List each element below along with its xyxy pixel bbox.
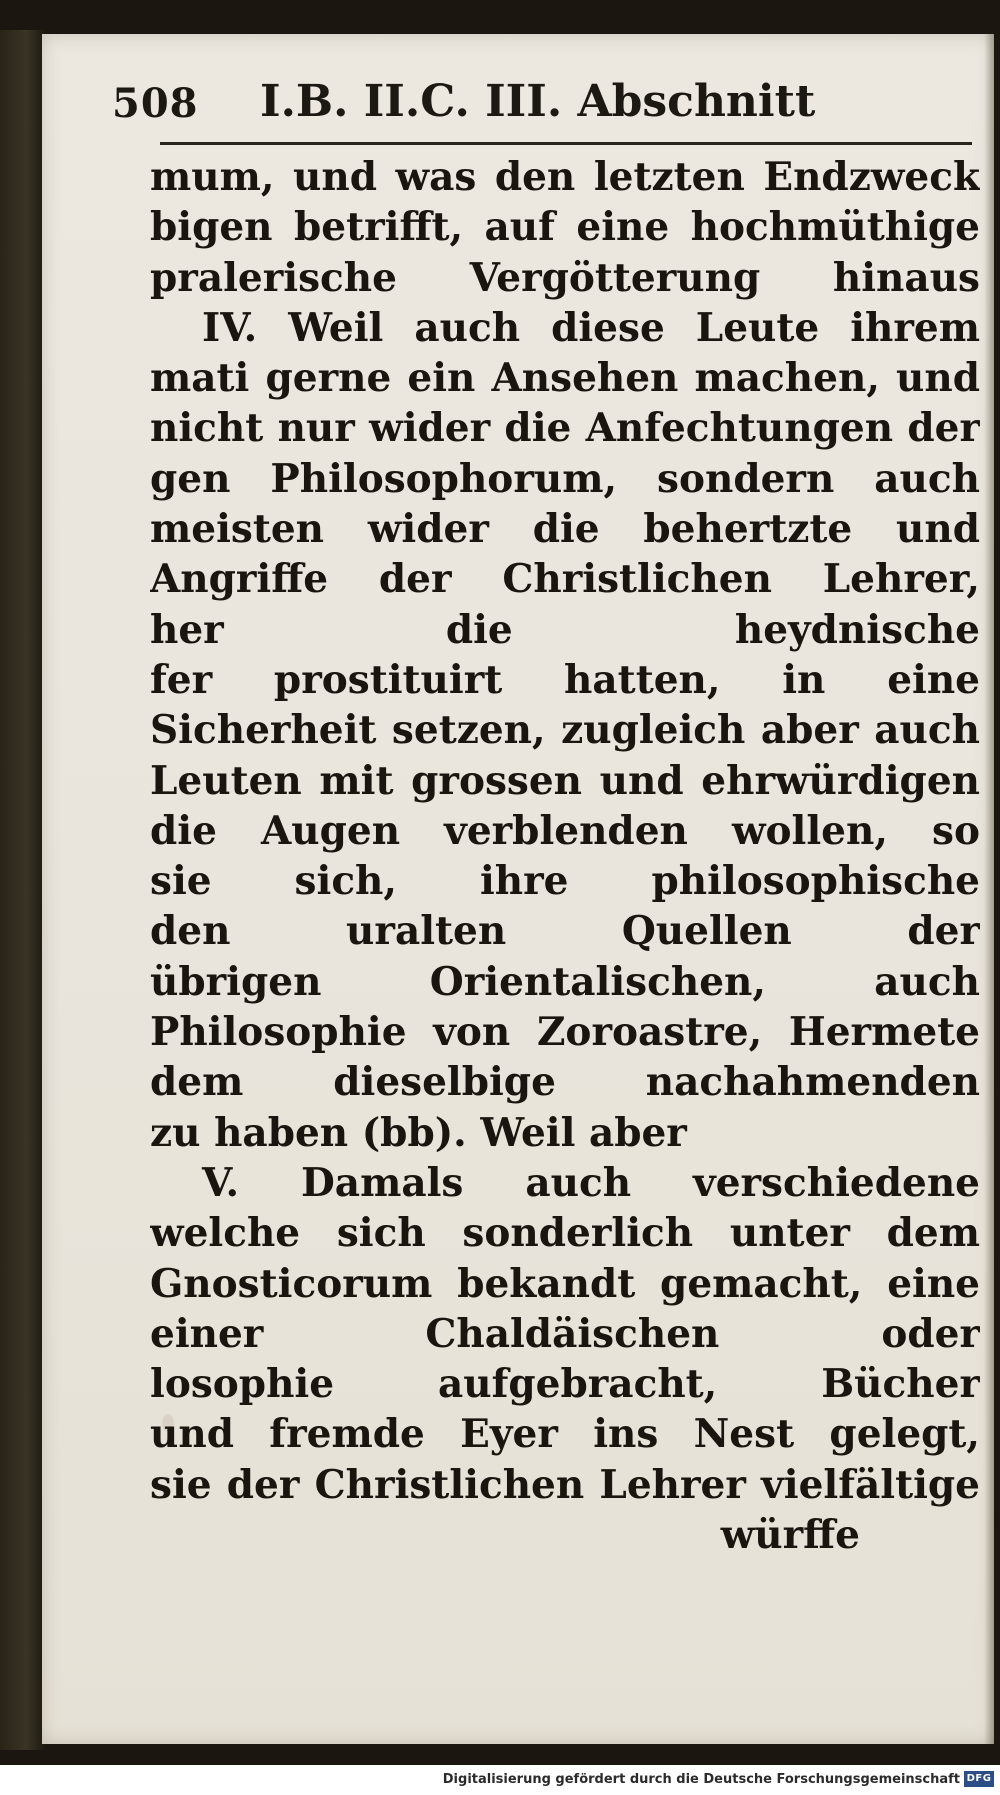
text-line: den uralten Quellen der <box>150 908 980 955</box>
page-edge-shadow <box>984 34 994 1744</box>
text-line: übrigen Orientalischen, auch <box>150 958 980 1005</box>
text-line: die Augen verblenden wollen, so <box>150 807 980 854</box>
text-line: losophie aufgebracht, Bücher <box>150 1361 980 1408</box>
funding-credit: Digitalisierung gefördert durch die Deutsche Forschungsgemeinschaft <box>442 1772 960 1787</box>
text-line: zu haben (bb). Weil aber <box>150 1109 687 1156</box>
running-head: I.B. II.C. III. Abschnitt <box>260 76 816 127</box>
digitization-footer <box>0 1765 1000 1795</box>
text-line: nicht nur wider die Anfechtungen der <box>150 405 980 452</box>
text-line: sie der Christlichen Lehrer vielfältige <box>150 1461 980 1508</box>
dfg-logo: DFG <box>964 1771 994 1787</box>
text-line: mum, und was den letzten Endzweck <box>150 154 980 200</box>
text-line: Leuten mit grossen und ehrwürdigen <box>150 757 980 804</box>
text-line: mati gerne ein Ansehen machen, und <box>150 355 980 402</box>
text-line: Angriffe der Christlichen Lehrer, <box>150 556 980 603</box>
text-line: dem dieselbige nachahmenden <box>150 1059 980 1106</box>
text-line: pralerische Vergötterung hinaus <box>150 254 980 301</box>
header-rule <box>160 142 972 145</box>
text-line: fer prostituirt hatten, in eine <box>150 656 980 703</box>
text-line: meisten wider die behertzte und <box>150 506 980 553</box>
text-line: Gnosticorum bekandt gemacht, eine <box>150 1260 980 1307</box>
catchword: würffe <box>720 1512 860 1559</box>
text-line: Philosophie von Zoroastre, Hermete <box>150 1009 980 1056</box>
text-line: V. Damals auch verschiedene <box>202 1159 980 1206</box>
text-line: her die heydnische <box>150 606 980 653</box>
text-line: Sicherheit setzen, zugleich aber auch <box>150 707 980 754</box>
page-header <box>112 76 832 136</box>
book-spine <box>0 30 44 1750</box>
text-line: und fremde Eyer ins Nest gelegt, <box>150 1411 980 1458</box>
text-line: gen Philosophorum, sondern auch <box>150 455 980 502</box>
text-line: einer Chaldäischen oder <box>150 1310 980 1357</box>
text-line: IV. Weil auch diese Leute ihrem <box>202 304 980 351</box>
text-line: sie sich, ihre philosophische <box>150 858 980 905</box>
body-text <box>150 152 980 1560</box>
text-line: welche sich sonderlich unter dem <box>150 1210 980 1257</box>
page-number: 508 <box>112 80 199 127</box>
text-line: bigen betrifft, auf eine hochmüthige <box>150 204 980 251</box>
